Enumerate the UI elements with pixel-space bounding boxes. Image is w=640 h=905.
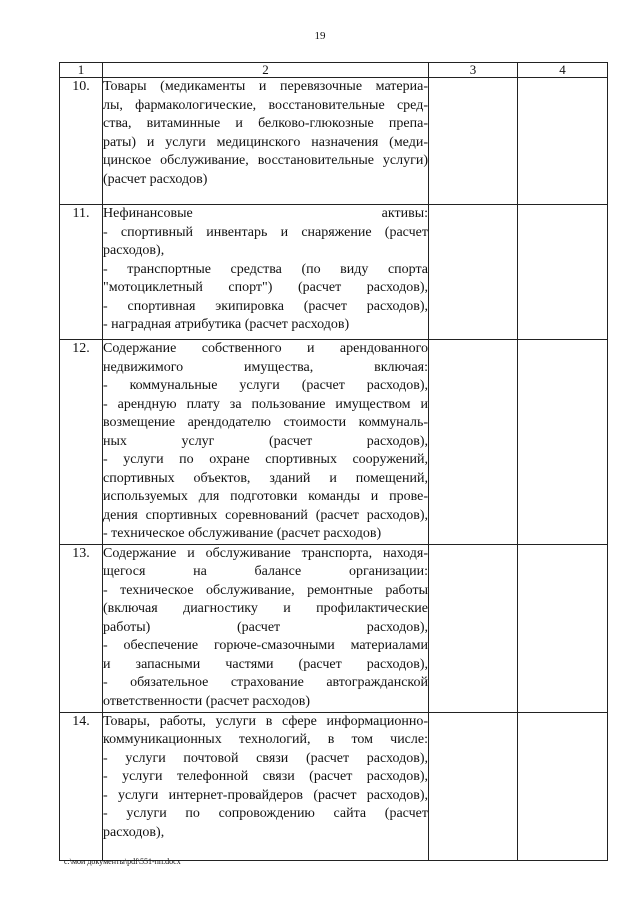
description-line: ответственности (расчет расходов) (103, 693, 311, 709)
table-row (60, 340, 608, 545)
column-header-3: 3 (429, 63, 518, 78)
table-row (60, 205, 608, 340)
table-row (60, 544, 608, 712)
col-4-cell (518, 544, 608, 712)
description-line: - спортивная экипировка (расчет расходов), (103, 298, 428, 314)
table-row (60, 78, 608, 205)
row-description (103, 78, 429, 205)
col-4-cell (518, 78, 608, 205)
description-line: - наградная атрибутика (расчет расходов) (103, 317, 350, 332)
description-line: коммуникационных технологий, в том числе: (103, 732, 428, 747)
description-line: щегося на балансе организации: (103, 564, 428, 579)
description-line: "мотоциклетный спорт") (расчет расходов), (103, 280, 428, 295)
description-line: используемых для подготовки команды и прове- (103, 489, 428, 504)
row-description (103, 712, 429, 860)
row-description (103, 544, 429, 712)
description-line: (включая диагностику и профилактические (103, 601, 428, 616)
description-line: работы) (расчет расходов), (103, 619, 428, 635)
description-line: - услуги почтовой связи (расчет расходов), (103, 750, 428, 766)
description-line: - арендную плату за пользование имуществом и (103, 396, 428, 412)
row-description (103, 205, 429, 340)
column-header-2: 2 (103, 63, 429, 78)
row-number: 10. (60, 78, 103, 205)
description-line: Нефинансовые активы: (103, 206, 428, 221)
row-number: 13. (60, 544, 103, 712)
description-line: Содержание собственного и арендованного (103, 341, 428, 356)
description-line: лы, фармакологические, восстановительные сред- (103, 97, 428, 113)
col-4-cell (518, 712, 608, 860)
description-line: - услуги интернет-провайдеров (расчет расходов), (103, 787, 428, 803)
row-number: 11. (60, 205, 103, 340)
description-line: спортивных объектов, зданий и помещений, (103, 470, 428, 486)
file-path-footer: c:\мои документы\pdf\551-пп.docx (64, 857, 181, 866)
description-line: Содержание и обслуживание транспорта, находя- (103, 545, 428, 561)
description-line: - техническое обслуживание (расчет расходов) (103, 526, 382, 541)
col-3-cell (429, 712, 518, 860)
description-line: цинское обслуживание, восстановительные услуги) (103, 153, 428, 168)
description-line: - обеспечение горюче-смазочными материалами (103, 638, 428, 653)
table-row (60, 712, 608, 860)
description-line: возмещение арендодателю стоимости коммуналь- (103, 415, 428, 430)
col-4-cell (518, 205, 608, 340)
column-header-1: 1 (60, 63, 103, 78)
description-line: - спортивный инвентарь и снаряжение (расчет (103, 224, 428, 240)
col-3-cell (429, 78, 518, 205)
description-line: Товары, работы, услуги в сфере информационно- (103, 713, 428, 729)
description-line: ства, витаминные и белково-глюкозные препа- (103, 116, 428, 131)
table-header-row (60, 63, 608, 78)
description-line: недвижимого имущества, включая: (103, 359, 428, 375)
page-number: 19 (314, 30, 326, 42)
description-line: - техническое обслуживание, ремонтные работы (103, 582, 428, 598)
column-header-4: 4 (518, 63, 608, 78)
description-line: - коммунальные услуги (расчет расходов), (103, 378, 428, 393)
description-line: - обязательное страхование автогражданской (103, 675, 428, 690)
col-4-cell (518, 340, 608, 545)
description-line: - услуги по охране спортивных сооружений, (103, 452, 428, 467)
col-3-cell (429, 544, 518, 712)
col-3-cell (429, 340, 518, 545)
description-line: раты) и услуги медицинского назначения (меди- (103, 134, 428, 150)
row-number: 14. (60, 712, 103, 860)
description-line: ных услуг (расчет расходов), (103, 433, 428, 449)
description-line: (расчет расходов) (103, 171, 208, 187)
description-line: - услуги телефонной связи (расчет расходов), (103, 769, 428, 784)
row-description (103, 340, 429, 545)
description-line: дения спортивных соревнований (расчет расходов), (103, 507, 428, 523)
description-line: и запасными частями (расчет расходов), (103, 656, 428, 672)
row-number: 12. (60, 340, 103, 545)
expense-table (59, 62, 608, 861)
description-line: - услуги по сопровождению сайта (расчет (103, 806, 428, 821)
description-line: расходов), (103, 824, 165, 840)
col-3-cell (429, 205, 518, 340)
description-line: расходов), (103, 243, 165, 258)
description-line: - транспортные средства (по виду спорта (103, 261, 428, 277)
description-line: Товары (медикаменты и перевязочные материа- (103, 79, 428, 94)
